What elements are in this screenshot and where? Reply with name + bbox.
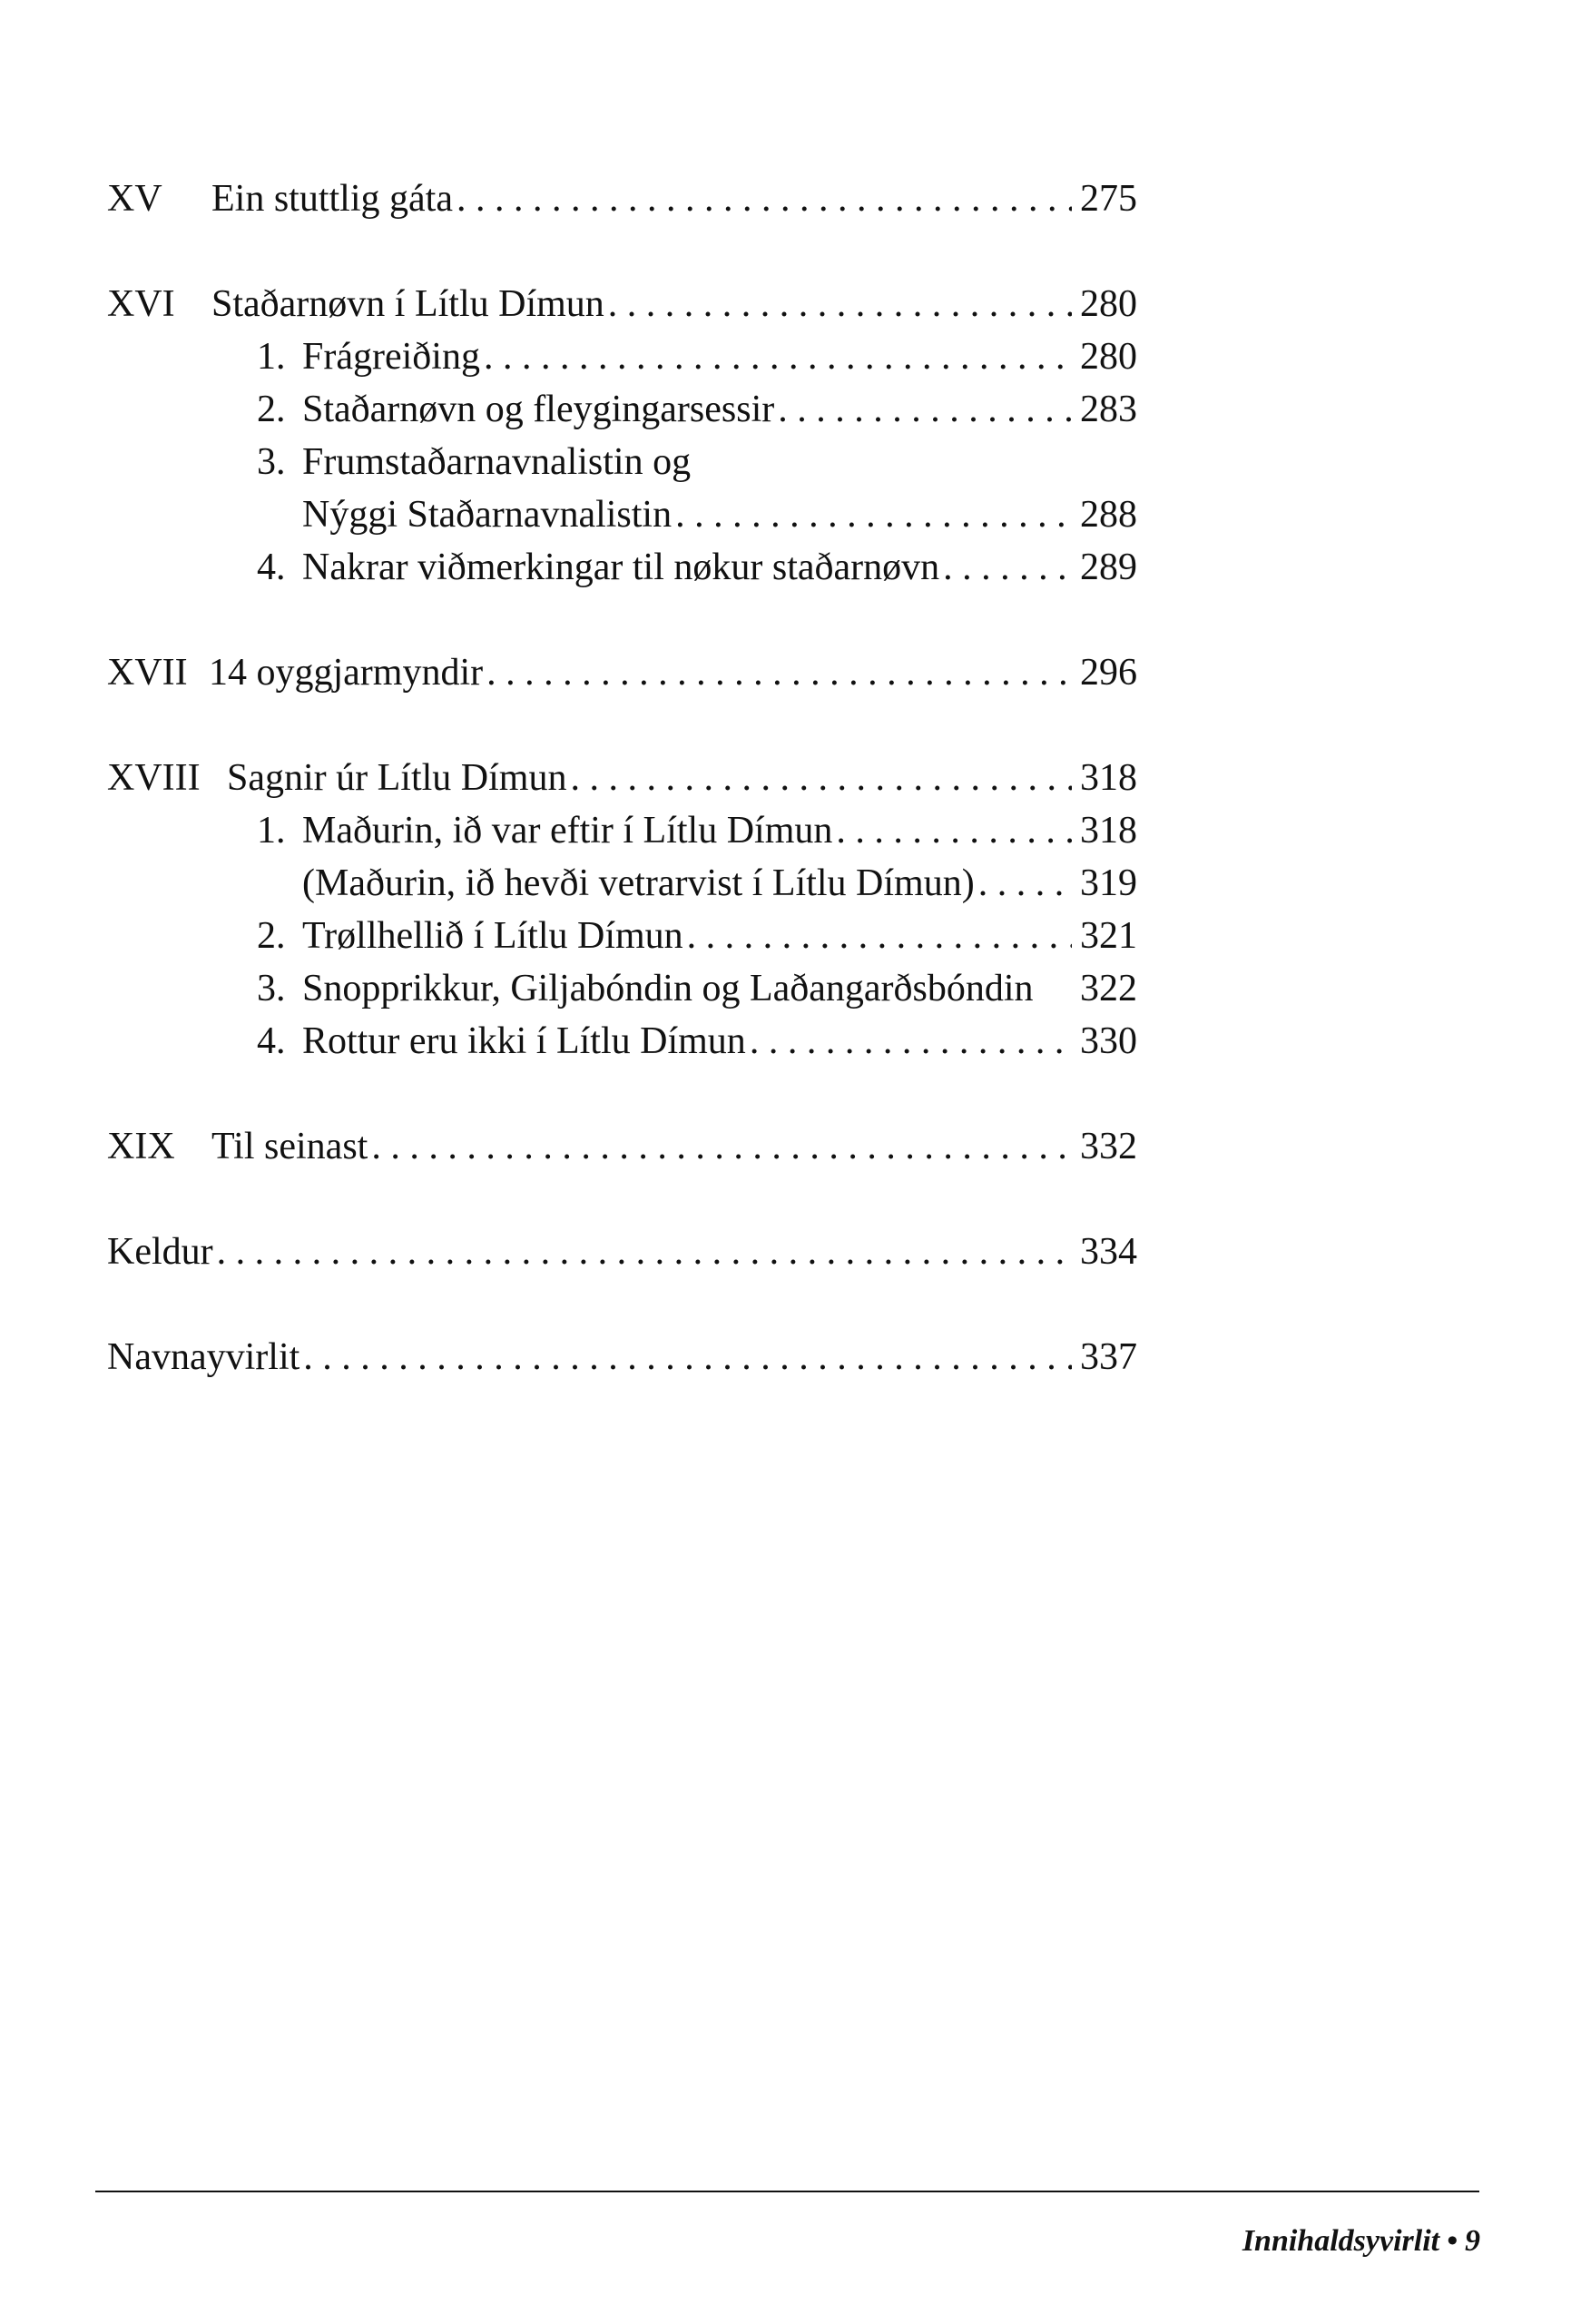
toc-subentry-continuation xyxy=(107,488,1137,541)
subsection-number: 1. xyxy=(257,336,286,378)
subsection-title: Frágreiðing xyxy=(302,336,480,378)
page-number: 318 xyxy=(1080,810,1137,852)
toc-group-xvi xyxy=(107,278,1137,594)
subsection-number: 3. xyxy=(257,968,286,1009)
dot-leader xyxy=(457,172,1072,225)
dot-leader xyxy=(750,1015,1072,1068)
dot-leader xyxy=(836,804,1072,857)
subsection-title: Rottur eru ikki í Lítlu Dímun xyxy=(302,1020,746,1062)
section-title: Keldur xyxy=(107,1231,213,1273)
toc-group-keldur xyxy=(107,1226,1137,1278)
subsection-title-alternate: (Maðurin, ið hevði vetrarvist í Lítlu Dímun) xyxy=(302,862,975,904)
toc-entry xyxy=(107,172,1137,225)
page-number: 318 xyxy=(1080,757,1137,799)
toc-subentry xyxy=(107,436,1137,488)
toc-subentry xyxy=(107,804,1137,857)
chapter-number: XIX xyxy=(107,1126,175,1167)
chapter-number: XVII xyxy=(107,652,188,694)
chapter-title: Til seinast xyxy=(211,1126,368,1167)
page-number: 337 xyxy=(1080,1336,1137,1378)
dot-leader xyxy=(687,910,1072,962)
subsection-title: Maðurin, ið var eftir í Lítlu Dímun xyxy=(302,810,833,852)
dot-leader xyxy=(303,1331,1072,1384)
section-title: Navnayvirlit xyxy=(107,1336,300,1378)
chapter-number: XVI xyxy=(107,283,175,325)
page-number: 288 xyxy=(1080,494,1137,536)
chapter-title: Staðarnøvn í Lítlu Dímun xyxy=(211,283,604,325)
toc-group-xv xyxy=(107,172,1137,225)
page-footer xyxy=(1242,2224,1480,2259)
page-number: 289 xyxy=(1080,547,1137,588)
subsection-number: 1. xyxy=(257,810,286,852)
page-number: 322 xyxy=(1080,968,1137,1009)
subsection-number: 2. xyxy=(257,915,286,957)
subsection-title: Snopprikkur, Giljabóndin og Laðangarðsbóndin xyxy=(302,968,1034,1009)
dot-leader xyxy=(217,1226,1072,1278)
dot-leader xyxy=(371,1120,1072,1173)
chapter-title: Ein stuttlig gáta xyxy=(211,178,453,220)
chapter-number: XVIII xyxy=(107,757,201,799)
running-footer-title: Innihaldsyvirlit xyxy=(1242,2224,1440,2258)
toc-subentry-continuation xyxy=(107,857,1137,910)
page-number: 332 xyxy=(1080,1126,1137,1167)
toc-group-xvii xyxy=(107,646,1137,699)
chapter-title: 14 oyggjarmyndir xyxy=(209,652,484,694)
chapter-title: Sagnir úr Lítlu Dímun xyxy=(227,757,567,799)
subsection-title-continued: Nýggi Staðarnavnalistin xyxy=(302,494,673,536)
subsection-number: 4. xyxy=(257,547,286,588)
page-number: 330 xyxy=(1080,1020,1137,1062)
dot-leader xyxy=(486,646,1072,699)
subsection-title: Nakrar viðmerkingar til nøkur staðarnøvn xyxy=(302,547,940,588)
toc-subentry xyxy=(107,383,1137,436)
toc-entry xyxy=(107,1226,1137,1278)
page-number: 280 xyxy=(1080,283,1137,325)
page-number: 334 xyxy=(1080,1231,1137,1273)
page-number: 275 xyxy=(1080,178,1137,220)
toc-group-navnayvirlit xyxy=(107,1331,1137,1384)
subsection-number: 4. xyxy=(257,1020,286,1062)
table-of-contents xyxy=(107,172,1137,1436)
dot-leader xyxy=(675,488,1072,541)
toc-entry xyxy=(107,1331,1137,1384)
page-number: 319 xyxy=(1080,862,1137,904)
dot-leader xyxy=(484,330,1072,383)
toc-subentry xyxy=(107,541,1137,594)
dot-leader xyxy=(978,857,1072,910)
page-number: 321 xyxy=(1080,915,1137,957)
footer-rule xyxy=(95,2191,1479,2192)
page-number: 283 xyxy=(1080,389,1137,430)
page-number: 280 xyxy=(1080,336,1137,378)
bullet-icon: • xyxy=(1447,2224,1458,2258)
toc-subentry xyxy=(107,330,1137,383)
subsection-number: 2. xyxy=(257,389,286,430)
toc-entry xyxy=(107,1120,1137,1173)
toc-group-xviii xyxy=(107,752,1137,1068)
dot-leader xyxy=(608,278,1072,330)
chapter-number: XV xyxy=(107,178,162,220)
toc-entry xyxy=(107,278,1137,330)
subsection-number: 3. xyxy=(257,441,286,483)
folio-number: 9 xyxy=(1465,2224,1480,2258)
toc-entry xyxy=(107,646,1137,699)
subsection-title: Trøllhellið í Lítlu Dímun xyxy=(302,915,683,957)
toc-subentry xyxy=(107,962,1137,1015)
subsection-title: Frumstaðarnavnalistin og xyxy=(302,441,692,483)
dot-leader xyxy=(943,541,1072,594)
toc-subentry xyxy=(107,910,1137,962)
toc-entry xyxy=(107,752,1137,804)
toc-subentry xyxy=(107,1015,1137,1068)
toc-group-xix xyxy=(107,1120,1137,1173)
page-number: 296 xyxy=(1080,652,1137,694)
dot-leader xyxy=(778,383,1072,436)
subsection-title: Staðarnøvn og fleygingarsessir xyxy=(302,389,775,430)
dot-leader xyxy=(570,752,1072,804)
